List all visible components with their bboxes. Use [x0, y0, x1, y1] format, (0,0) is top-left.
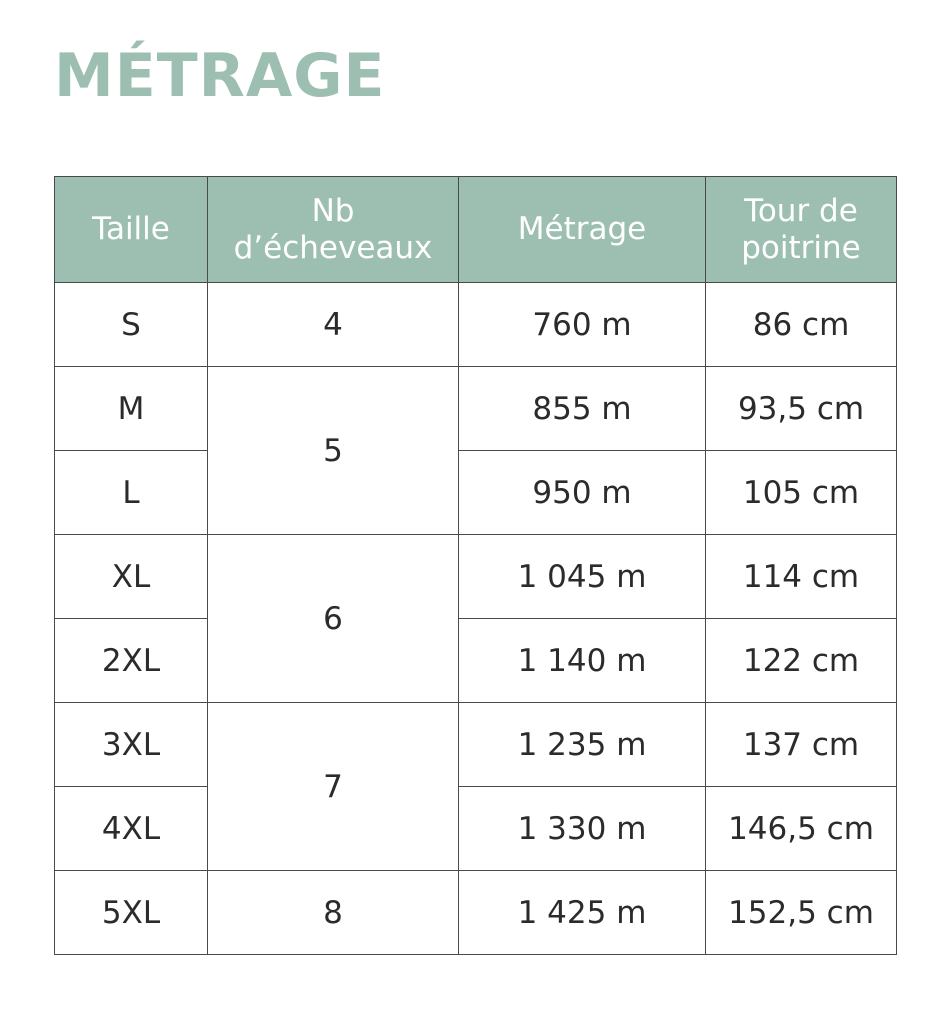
cell-metrage: 1 330 m [459, 787, 706, 871]
cell-metrage: 1 235 m [459, 703, 706, 787]
table-row [55, 535, 897, 619]
table-row [55, 871, 897, 955]
table-header-row [55, 177, 897, 283]
cell-metrage: 760 m [459, 283, 706, 367]
table-row [55, 367, 897, 451]
header-tour-de-poitrine [706, 177, 897, 283]
cell-tour-de-poitrine: 122 cm [706, 619, 897, 703]
cell-tour-de-poitrine: 146,5 cm [706, 787, 897, 871]
cell-metrage: 1 425 m [459, 871, 706, 955]
table-row [55, 451, 897, 535]
cell-tour-de-poitrine: 93,5 cm [706, 367, 897, 451]
cell-taille: 4XL [55, 787, 208, 871]
header-taille [55, 177, 208, 283]
cell-tour-de-poitrine: 86 cm [706, 283, 897, 367]
cell-echeveaux: 5 [208, 367, 459, 535]
cell-tour-de-poitrine: 152,5 cm [706, 871, 897, 955]
cell-taille: M [55, 367, 208, 451]
table-row [55, 787, 897, 871]
cell-echeveaux: 7 [208, 703, 459, 871]
cell-tour-de-poitrine: 114 cm [706, 535, 897, 619]
page-title: MÉTRAGE [54, 41, 386, 111]
cell-taille: L [55, 451, 208, 535]
cell-taille: 2XL [55, 619, 208, 703]
header-metrage-text: Métrage [517, 211, 647, 247]
cell-tour-de-poitrine: 137 cm [706, 703, 897, 787]
cell-taille: 5XL [55, 871, 208, 955]
cell-echeveaux: 4 [208, 283, 459, 367]
cell-taille: S [55, 283, 208, 367]
header-nb-echeveaux-line-1: Nb [311, 192, 355, 229]
yardage-table [54, 176, 897, 955]
cell-taille: XL [55, 535, 208, 619]
cell-metrage: 1 140 m [459, 619, 706, 703]
cell-tour-de-poitrine: 105 cm [706, 451, 897, 535]
table-row [55, 619, 897, 703]
cell-taille: 3XL [55, 703, 208, 787]
table-row [55, 703, 897, 787]
cell-echeveaux: 6 [208, 535, 459, 703]
cell-echeveaux: 8 [208, 871, 459, 955]
cell-metrage: 950 m [459, 451, 706, 535]
cell-metrage: 855 m [459, 367, 706, 451]
header-tour-line-2: poitrine [741, 229, 861, 266]
header-taille-text: Taille [92, 211, 170, 247]
header-tour-line-1: Tour de [744, 192, 858, 229]
table-row [55, 283, 897, 367]
cell-metrage: 1 045 m [459, 535, 706, 619]
header-metrage [459, 177, 706, 283]
header-nb-echeveaux [208, 177, 459, 283]
header-nb-echeveaux-line-2: d’écheveaux [233, 229, 433, 266]
